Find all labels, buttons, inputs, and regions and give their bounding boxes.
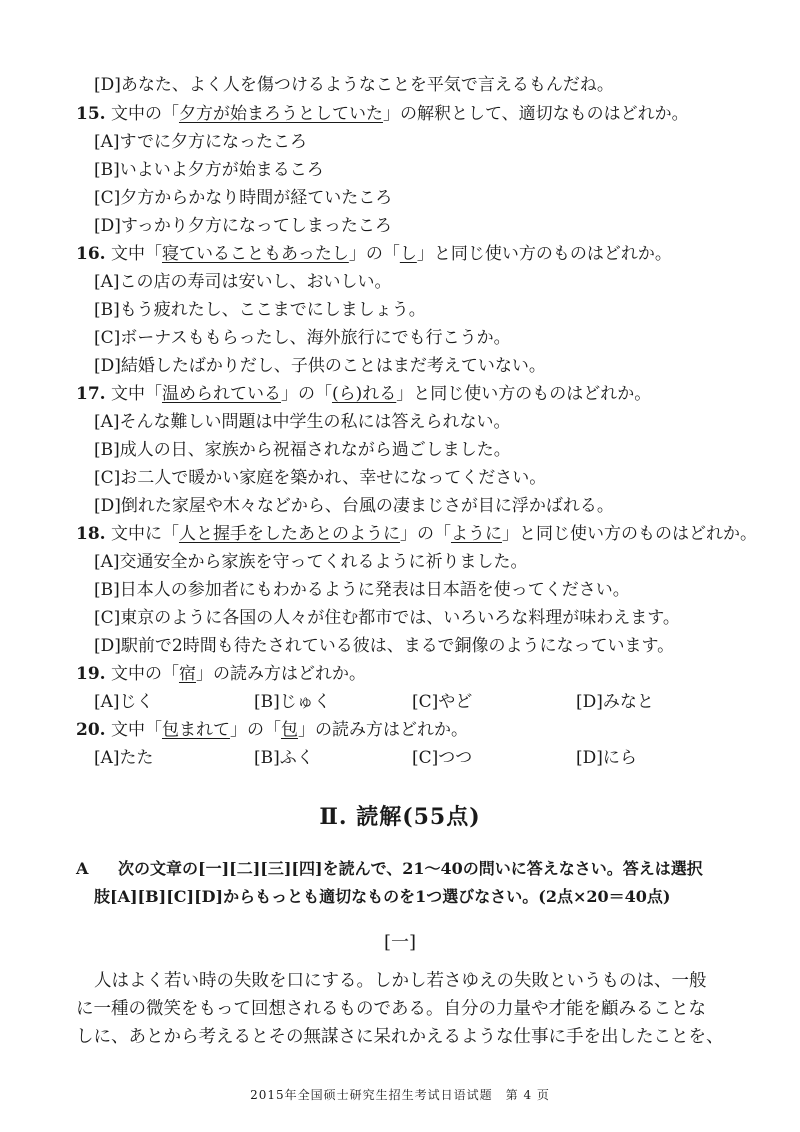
question-15 [76,103,689,125]
instruction-label: A [76,859,89,878]
underlined-phrase: 包まれて [161,720,230,740]
underlined-phrase: 寝ていることもあったし [161,244,349,264]
instruction-line-2: 肢[A][B][C][D]からもっとも適切なものを1つ選びなさい。(2点×20＝40点) [94,887,671,906]
stem-text: 」と同じ使い方のものはどれか。 [501,524,757,544]
question-16 [76,243,672,265]
q18-option-b: [B]日本人の参加者にもわかるように発表は日本語を使ってください。 [94,580,630,600]
question-number: 15. [76,104,106,124]
q18-option-a: [A]交通安全から家族を守ってくれるように祈りました。 [94,552,528,572]
underlined-word: し [399,244,417,264]
stem-text: 文中の「 [110,104,179,124]
underlined-word: 包 [280,720,298,740]
question-number: 20. [76,720,106,740]
q18-option-d: [D]駅前で2時間も待たされている彼は、まるで銅像のようになっています。 [94,636,675,656]
stem-text: 」と同じ使い方のものはどれか。 [416,244,672,264]
q19-options [94,691,734,713]
section-title: Ⅱ. 読解(55点) [319,804,481,830]
instruction-line-1 [76,858,736,880]
stem-text: 」と同じ使い方のものはどれか。 [396,384,652,404]
q18-option-c: [C]東京のように各国の人々が住む都市では、いろいろな料理が味わえます。 [94,608,680,628]
stem-text: 」の「 [399,524,451,544]
stem-text: 文中「 [110,720,162,740]
stem-text: 文中に「 [110,524,179,544]
stem-text: 」の解釈として、適切なものはどれか。 [382,104,689,124]
q15-option-a: [A]すでに夕方になったころ [94,132,308,152]
passage-line: に一種の微笑をもって回想されるものである。自分の力量や才能を顧みることな [76,999,706,1019]
stem-text: 」の読み方はどれか。 [297,720,468,740]
question-20 [76,719,468,741]
q17-option-d: [D]倒れた家屋や木々などから、台風の凄まじさが目に浮かばれる。 [94,496,614,516]
q20-option-b: [B]ふく [254,748,314,768]
stem-text: 文中「 [110,384,162,404]
q19-option-a: [A]じく [94,692,154,712]
passage-line: しに、あとから考えるとその無謀さに呆れかえるような仕事に手を出したことを、 [76,1027,724,1047]
q15-option-d: [D]すっかり夕方になってしまったころ [94,216,392,236]
q16-option-b: [B]もう疲れたし、ここまでにしましょう。 [94,300,426,320]
underlined-phrase: 温められている [161,384,281,404]
stem-text: 」の「 [348,244,400,264]
stem-text: 文中「 [110,244,162,264]
question-number: 17. [76,384,106,404]
q19-option-d: [D]みなと [576,692,654,712]
underlined-phrase: 夕方が始まろうとしていた [178,104,383,124]
question-19 [76,663,366,685]
stem-text: 」の「 [229,720,281,740]
q17-option-b: [B]成人の日、家族から祝福されながら過ごしました。 [94,440,511,460]
q19-option-c: [C]やど [412,692,473,712]
q19-option-b: [B]じゅく [254,692,331,712]
question-17 [76,383,651,405]
underlined-word: 宿 [178,664,196,684]
underlined-word: ように [450,524,502,544]
passage-line: 人はよく若い時の失敗を口にする。しかし若さゆえの失敗というものは、一般 [94,971,707,991]
q20-option-a: [A]たた [94,748,154,768]
q14-option-d: [D]あなた、よく人を傷つけるようなことを平気で言えるもんだね。 [94,75,614,95]
underlined-word: (ら)れる [331,384,397,404]
question-number: 19. [76,664,106,684]
q15-option-b: [B]いよいよ夕方が始まるころ [94,160,324,180]
q20-options [94,747,734,769]
question-number: 18. [76,524,106,544]
instruction-text: 次の文章の[一][二][三][四]を読んで、21～40の問いに答えなさい。答えは選択 [118,859,703,878]
stem-text: 」の読み方はどれか。 [195,664,366,684]
stem-text: 文中の「 [110,664,179,684]
q16-option-c: [C]ボーナスももらったし、海外旅行にでも行こうか。 [94,328,511,348]
q20-option-c: [C]つつ [412,748,473,768]
page-footer: 2015年全国硕士研究生招生考试日语试题 第 4 页 [250,1088,550,1102]
q15-option-c: [C]夕方からかなり時間が経ていたころ [94,188,393,208]
q20-option-d: [D]にら [576,748,637,768]
underlined-phrase: 人と握手をしたあとのように [178,524,400,544]
q17-option-c: [C]お二人で暖かい家庭を築かれ、幸せになってください。 [94,468,547,488]
question-18 [76,523,757,545]
q16-option-a: [A]この店の寿司は安いし、おいしい。 [94,272,392,292]
q17-option-a: [A]そんな難しい問題は中学生の私には答えられない。 [94,412,511,432]
q16-option-d: [D]結婚したばかりだし、子供のことはまだ考えていない。 [94,356,546,376]
passage-heading: [一] [383,932,417,953]
question-number: 16. [76,244,106,264]
stem-text: 」の「 [280,384,332,404]
